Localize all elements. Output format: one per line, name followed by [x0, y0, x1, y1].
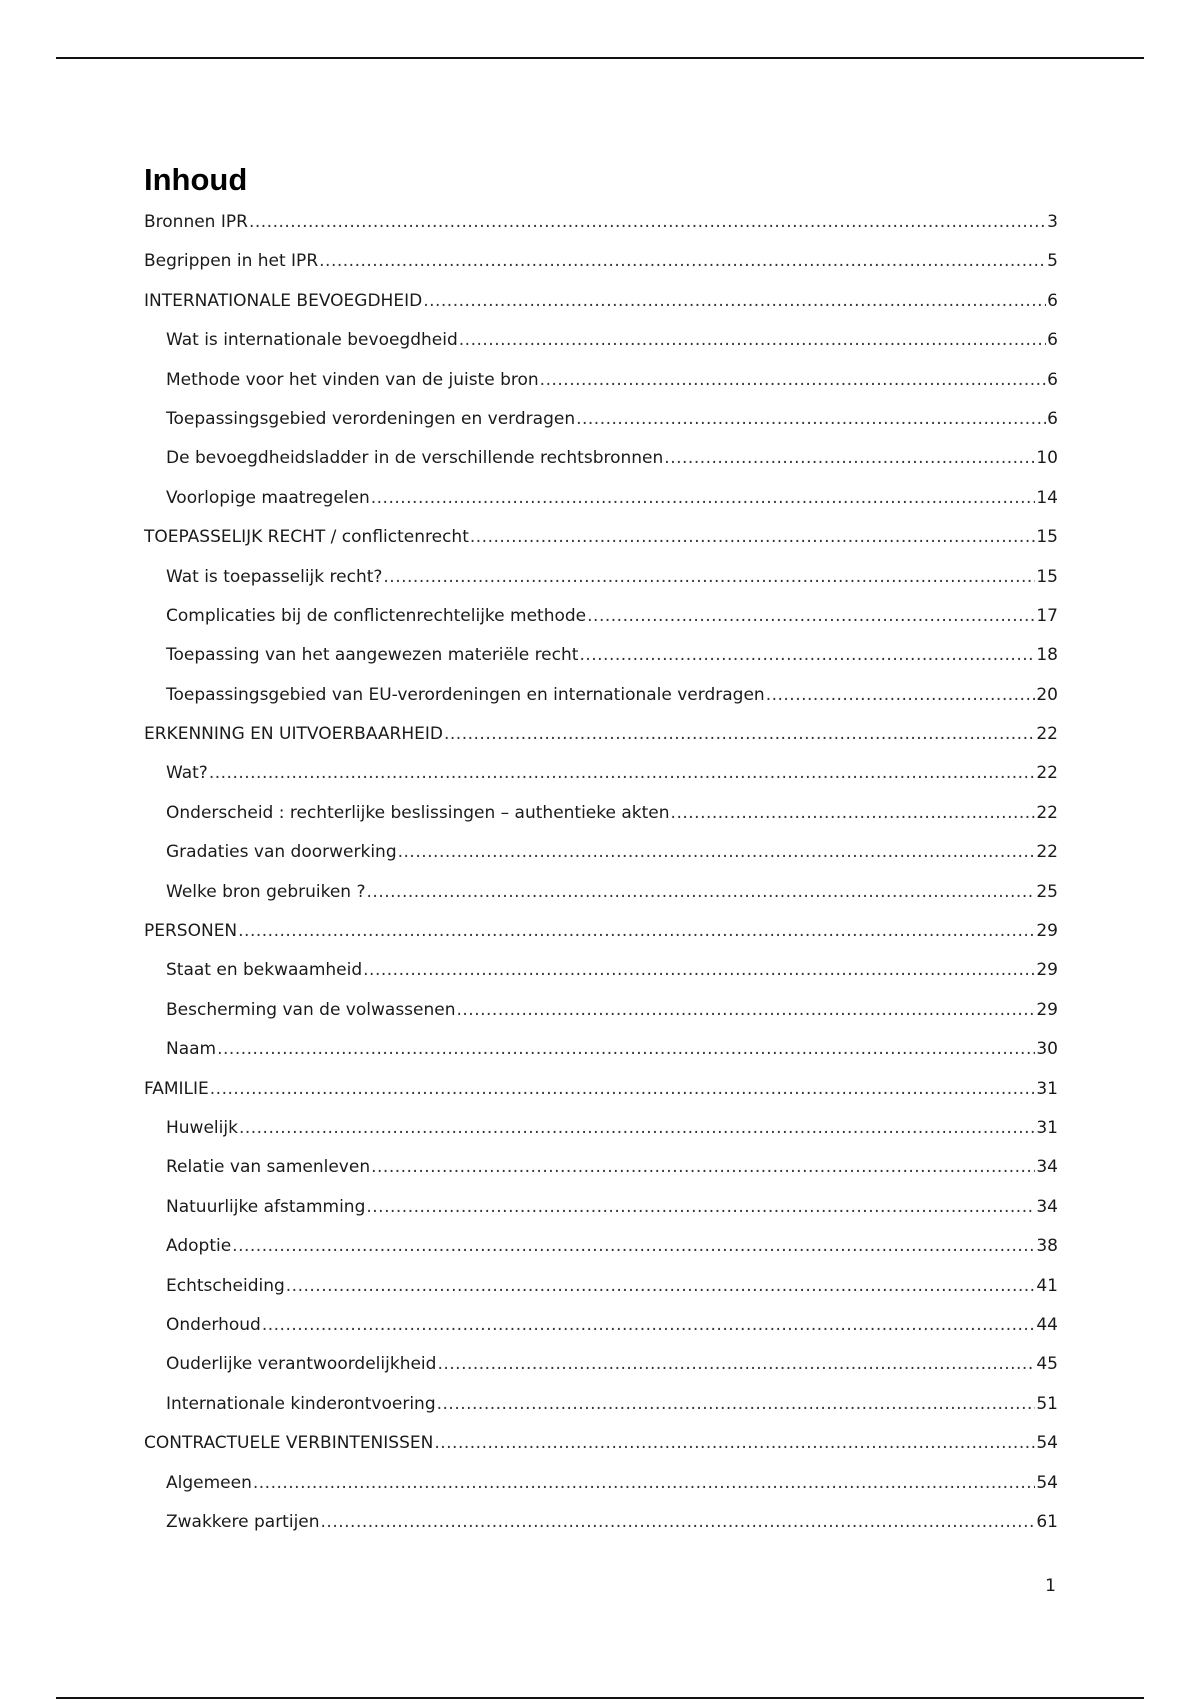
- dot-leader: [437, 1394, 1036, 1414]
- toc-entry-page: 22: [1036, 802, 1058, 823]
- toc-entry-label: Huwelijk: [166, 1117, 238, 1138]
- toc-entry-page: 3: [1047, 212, 1058, 232]
- dot-leader: [671, 803, 1036, 823]
- toc-entry[interactable]: [144, 645, 1058, 684]
- toc-entry[interactable]: [144, 370, 1058, 409]
- toc-entry[interactable]: [144, 1354, 1058, 1393]
- dot-leader: [540, 370, 1047, 390]
- dot-leader: [587, 606, 1035, 626]
- toc-entry-page: 34: [1036, 1157, 1058, 1178]
- toc-entry[interactable]: [144, 1276, 1058, 1315]
- dot-leader: [253, 1473, 1036, 1493]
- toc-entry[interactable]: [144, 1079, 1058, 1118]
- page-number: 1: [1045, 1576, 1056, 1596]
- toc-entry-label: ERKENNING EN UITVOERBAARHEID: [144, 724, 443, 745]
- dot-leader: [249, 212, 1046, 232]
- toc-entry-label: Ouderlijke verantwoordelijkheid: [166, 1354, 437, 1375]
- toc-entry[interactable]: [144, 1394, 1058, 1433]
- toc-entry[interactable]: [144, 212, 1058, 251]
- toc-entry-label: Toepassing van het aangewezen materiële recht: [166, 645, 579, 666]
- toc-entry[interactable]: [144, 1473, 1058, 1512]
- dot-leader: [210, 1079, 1036, 1099]
- toc-entry-page: 6: [1047, 408, 1058, 429]
- toc-entry[interactable]: [144, 882, 1058, 921]
- dot-leader: [459, 330, 1046, 350]
- toc-entry-label: Gradaties van doorwerking: [166, 842, 397, 863]
- dot-leader: [371, 1157, 1035, 1177]
- toc-entry-label: Wat?: [166, 763, 208, 784]
- toc-entry-page: 6: [1047, 330, 1058, 351]
- toc-entry[interactable]: [144, 1433, 1058, 1472]
- toc-entry[interactable]: [144, 291, 1058, 330]
- toc-entry-page: 22: [1036, 763, 1058, 784]
- toc-entry[interactable]: [144, 330, 1058, 369]
- toc-entry-page: 29: [1036, 999, 1058, 1020]
- dot-leader: [579, 645, 1035, 665]
- toc-entry-page: 22: [1036, 724, 1058, 745]
- toc-entry-label: FAMILIE: [144, 1078, 209, 1099]
- toc-entry-page: 51: [1036, 1393, 1058, 1414]
- toc-entry[interactable]: [144, 842, 1058, 881]
- toc-entry-page: 38: [1036, 1236, 1058, 1257]
- toc-entry-label: Toepassingsgebied verordeningen en verdragen: [166, 408, 576, 429]
- toc-entry-page: 10: [1036, 448, 1058, 469]
- toc-entry-page: 18: [1036, 645, 1058, 666]
- toc-entry-label: Onderscheid : rechterlijke beslissingen – authentieke akten: [166, 802, 670, 823]
- toc-entry[interactable]: [144, 921, 1058, 960]
- toc-entry-label: Begrippen in het IPR: [144, 251, 319, 272]
- toc-entry-label: Onderhoud: [166, 1314, 261, 1335]
- toc-entry[interactable]: [144, 685, 1058, 724]
- toc-entry-label: Bronnen IPR: [144, 212, 248, 232]
- dot-leader: [664, 448, 1035, 468]
- dot-leader: [437, 1354, 1035, 1374]
- toc-entry-page: 54: [1036, 1433, 1058, 1454]
- toc-entry[interactable]: [144, 1039, 1058, 1078]
- toc-entry[interactable]: [144, 1315, 1058, 1354]
- toc-entry[interactable]: [144, 724, 1058, 763]
- toc-list: [144, 212, 1058, 1551]
- toc-entry-label: Zwakkere partijen: [166, 1511, 320, 1532]
- table-of-contents: [144, 160, 1058, 1551]
- toc-entry-page: 31: [1036, 1117, 1058, 1138]
- toc-entry-label: PERSONEN: [144, 921, 238, 942]
- toc-entry[interactable]: [144, 1236, 1058, 1275]
- toc-entry[interactable]: [144, 1197, 1058, 1236]
- dot-leader: [363, 960, 1035, 980]
- toc-entry-label: Toepassingsgebied van EU-verordeningen en internationale verdragen: [166, 684, 765, 705]
- toc-entry-page: 6: [1047, 290, 1058, 311]
- toc-entry-label: CONTRACTUELE VERBINTENISSEN: [144, 1433, 434, 1454]
- dot-leader: [383, 567, 1035, 587]
- toc-entry[interactable]: [144, 527, 1058, 566]
- dot-leader: [423, 291, 1046, 311]
- toc-entry-label: Natuurlijke afstamming: [166, 1196, 366, 1217]
- toc-entry[interactable]: [144, 606, 1058, 645]
- toc-entry-page: 17: [1036, 605, 1058, 626]
- toc-entry[interactable]: [144, 1157, 1058, 1196]
- toc-title: Inhoud: [144, 162, 248, 197]
- dot-leader: [457, 1000, 1036, 1020]
- toc-entry[interactable]: [144, 763, 1058, 802]
- toc-entry-page: 20: [1036, 684, 1058, 705]
- dot-leader: [366, 1197, 1035, 1217]
- toc-entry-label: Wat is toepasselijk recht?: [166, 566, 383, 587]
- dot-leader: [319, 251, 1046, 271]
- toc-entry[interactable]: [144, 251, 1058, 290]
- toc-entry-page: 6: [1047, 369, 1058, 390]
- dot-leader: [398, 842, 1036, 862]
- toc-entry-page: 29: [1036, 960, 1058, 981]
- toc-entry-page: 54: [1036, 1472, 1058, 1493]
- toc-entry-label: Internationale kinderontvoering: [166, 1393, 436, 1414]
- toc-entry-label: Methode voor het vinden van de juiste bron: [166, 369, 539, 390]
- dot-leader: [262, 1315, 1036, 1335]
- dot-leader: [434, 1433, 1035, 1453]
- toc-entry-page: 31: [1036, 1078, 1058, 1099]
- header-rule: [56, 57, 1144, 59]
- toc-entry-page: 22: [1036, 842, 1058, 863]
- toc-entry-page: 14: [1036, 487, 1058, 508]
- toc-entry-label: De bevoegdheidsladder in de verschillende rechtsbronnen: [166, 448, 664, 469]
- dot-leader: [576, 409, 1046, 429]
- toc-entry[interactable]: [144, 409, 1058, 448]
- toc-entry-page: 61: [1036, 1511, 1058, 1532]
- toc-entry-label: INTERNATIONALE BEVOEGDHEID: [144, 290, 423, 311]
- toc-entry-label: Echtscheiding: [166, 1275, 285, 1296]
- dot-leader: [209, 763, 1036, 783]
- toc-entry-page: 15: [1036, 527, 1058, 548]
- toc-entry-label: Algemeen: [166, 1472, 252, 1493]
- toc-entry-label: Wat is internationale bevoegdheid: [166, 330, 458, 351]
- toc-entry-label: Staat en bekwaamheid: [166, 960, 363, 981]
- dot-leader: [367, 882, 1036, 902]
- dot-leader: [371, 488, 1036, 508]
- toc-entry-label: Naam: [166, 1039, 217, 1060]
- toc-entry-label: Adoptie: [166, 1236, 232, 1257]
- dot-leader: [766, 685, 1036, 705]
- toc-entry-label: Welke bron gebruiken ?: [166, 881, 366, 902]
- toc-entry[interactable]: [144, 448, 1058, 487]
- toc-entry[interactable]: [144, 488, 1058, 527]
- dot-leader: [470, 527, 1036, 547]
- toc-entry-page: 29: [1036, 921, 1058, 942]
- toc-entry[interactable]: [144, 1118, 1058, 1157]
- toc-entry[interactable]: [144, 803, 1058, 842]
- toc-entry[interactable]: [144, 567, 1058, 606]
- toc-entry[interactable]: [144, 1000, 1058, 1039]
- toc-entry[interactable]: [144, 960, 1058, 999]
- toc-entry-page: 15: [1036, 566, 1058, 587]
- footer-rule: [56, 1697, 1144, 1699]
- toc-entry-label: Bescherming van de volwassenen: [166, 999, 456, 1020]
- toc-entry-page: 30: [1036, 1039, 1058, 1060]
- dot-leader: [321, 1512, 1036, 1532]
- toc-entry-page: 25: [1036, 881, 1058, 902]
- toc-entry-page: 41: [1036, 1275, 1058, 1296]
- toc-entry-label: Relatie van samenleven: [166, 1157, 371, 1178]
- toc-entry-page: 5: [1047, 251, 1058, 272]
- toc-entry[interactable]: [144, 1512, 1058, 1551]
- toc-entry-page: 45: [1036, 1354, 1058, 1375]
- toc-entry-label: Complicaties bij de conflictenrechtelijke methode: [166, 605, 587, 626]
- dot-leader: [239, 1118, 1035, 1138]
- dot-leader: [286, 1276, 1036, 1296]
- toc-entry-label: TOEPASSELIJK RECHT / conflictenrecht: [144, 527, 469, 548]
- dot-leader: [238, 921, 1035, 941]
- dot-leader: [232, 1236, 1035, 1256]
- toc-entry-page: 44: [1036, 1314, 1058, 1335]
- dot-leader: [217, 1039, 1035, 1059]
- toc-entry-page: 34: [1036, 1196, 1058, 1217]
- toc-entry-label: Voorlopige maatregelen: [166, 487, 370, 508]
- dot-leader: [444, 724, 1035, 744]
